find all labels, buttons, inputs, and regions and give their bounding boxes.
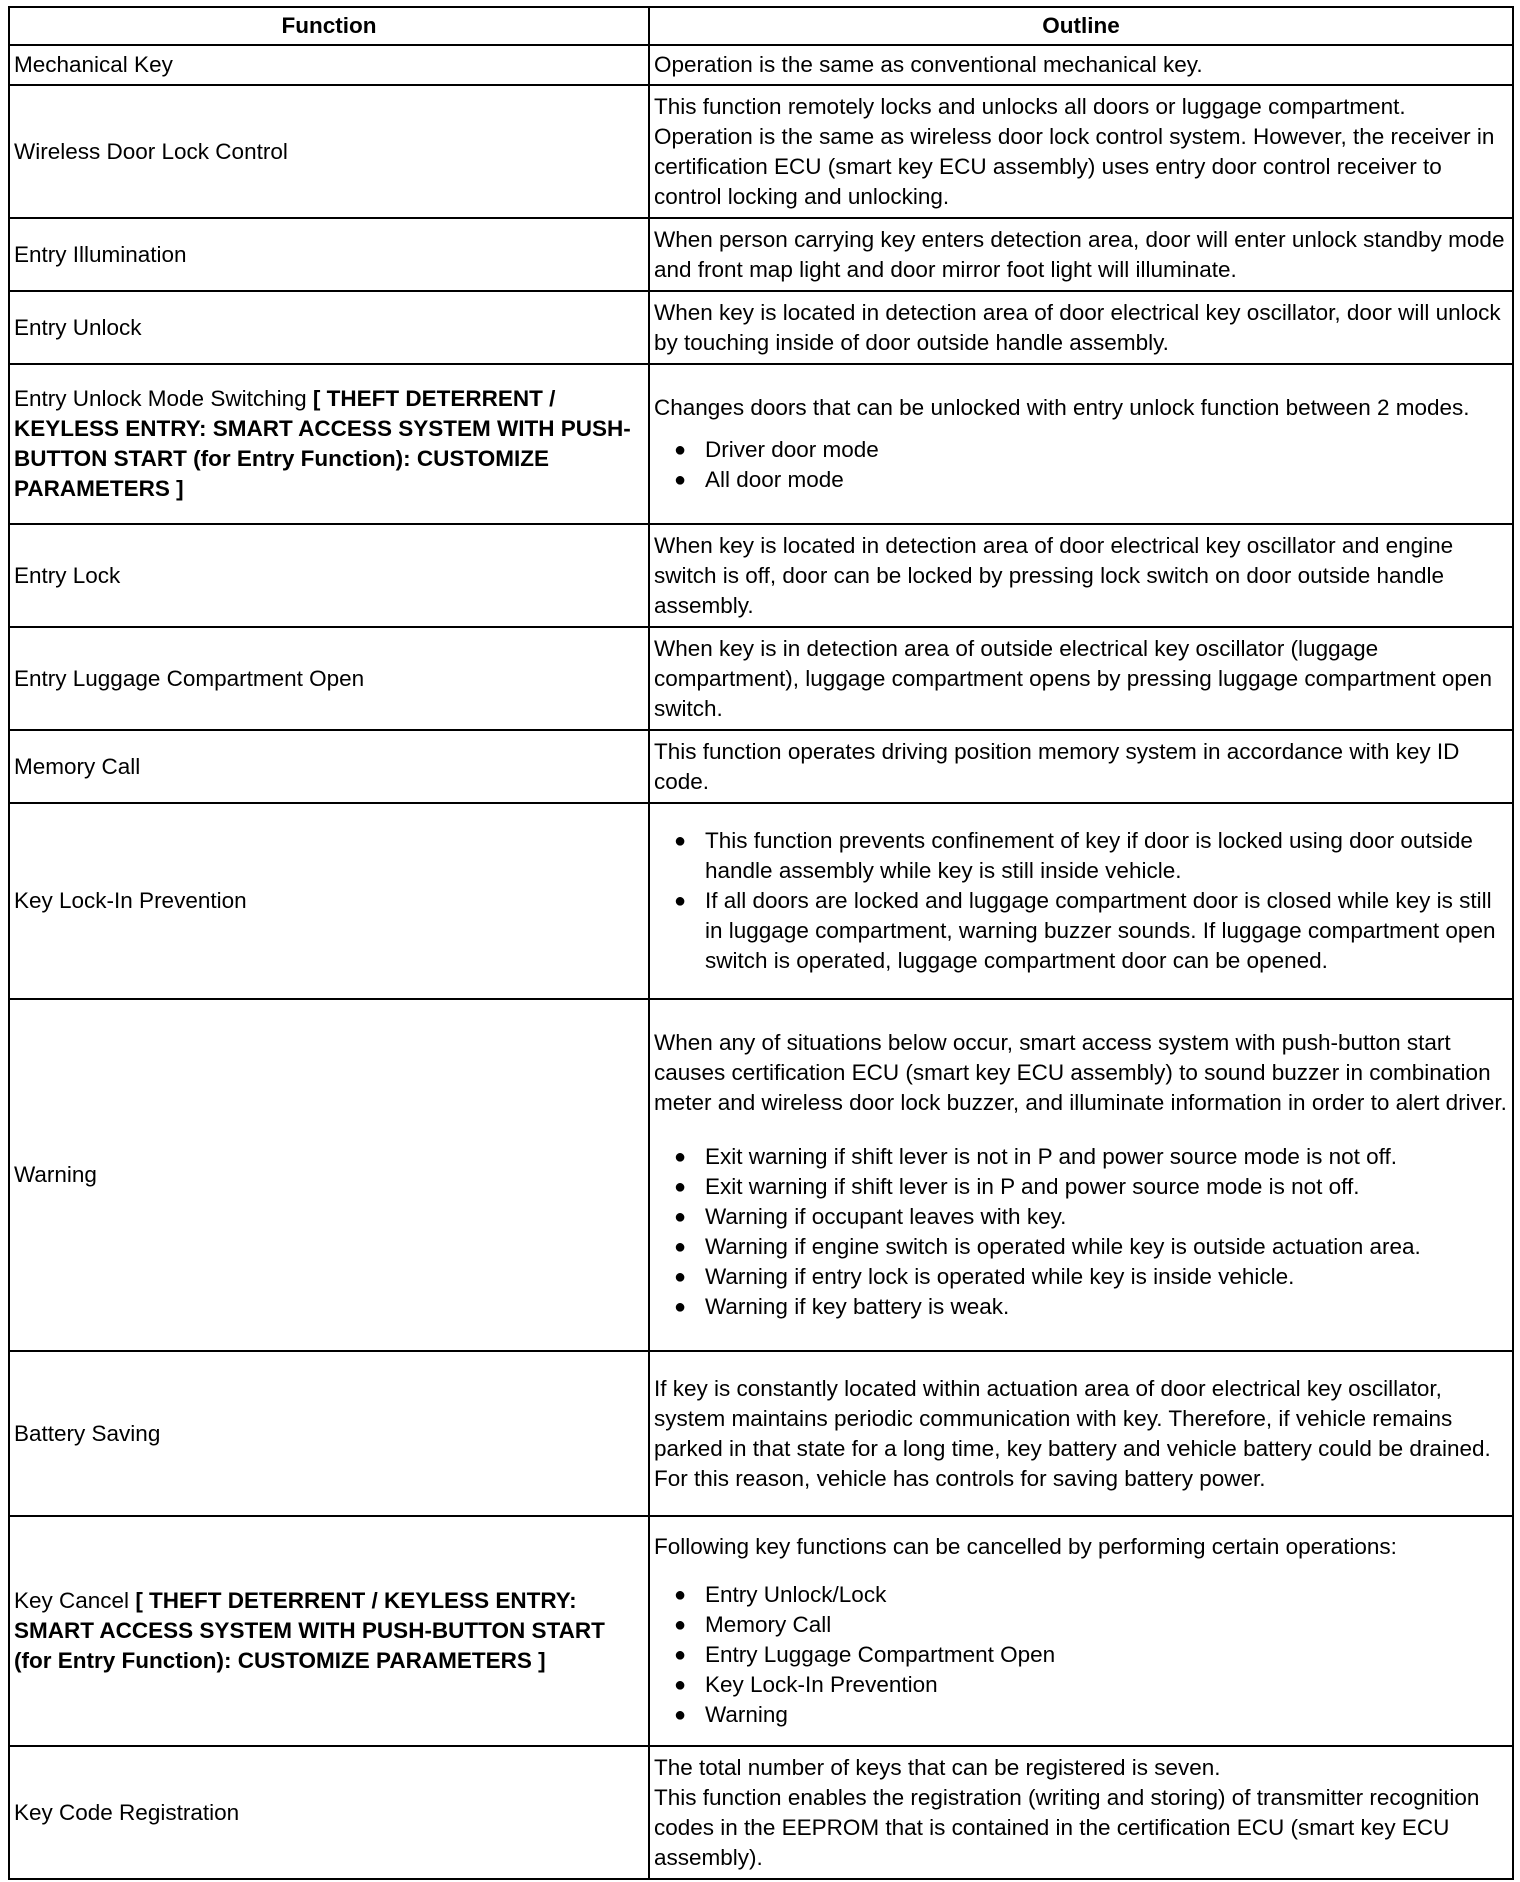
outline-cell: When key is located in detection area of door electrical key oscillator, door will unlock by touching inside of door outside handle assembly. xyxy=(649,291,1513,364)
function-cell: Warning xyxy=(9,999,649,1351)
outline-text: If key is constantly located within actuation area of door electrical key oscillator, system maintains periodic communication with key. Therefore, if vehicle remains parked in that state for a long time, key battery and vehicle battery could be drained. xyxy=(654,1375,1491,1461)
bullet-list xyxy=(654,1142,1508,1322)
customize-parameters-link[interactable]: [ THEFT DETERRENT / KEYLESS ENTRY: SMART ACCESS SYSTEM WITH PUSH-BUTTON START (for Entry Function): CUSTOMIZE PARAMETERS ] xyxy=(14,1588,605,1673)
outline-cell xyxy=(649,803,1513,999)
function-cell: Battery Saving xyxy=(9,1351,649,1516)
list-item: ● Memory Call xyxy=(674,1610,1508,1640)
function-label: Key Cancel xyxy=(14,1588,136,1613)
list-item: ● All door mode xyxy=(674,465,1508,495)
table-row xyxy=(9,291,1513,364)
outline-text: Following key functions can be cancelled by performing certain operations: xyxy=(654,1534,1397,1559)
table-row xyxy=(9,627,1513,730)
list-item: ● Exit warning if shift lever is in P and power source mode is not off. xyxy=(674,1172,1508,1202)
list-item: ● Exit warning if shift lever is not in P and power source mode is not off. xyxy=(674,1142,1508,1172)
function-cell: Wireless Door Lock Control xyxy=(9,85,649,218)
list-item: ● If all doors are locked and luggage compartment door is closed while key is still in luggage compartment, warning buzzer sounds. If luggage compartment open switch is operated, luggage compartment door can be opened. xyxy=(674,886,1508,976)
function-cell: Key Code Registration xyxy=(9,1746,649,1879)
function-cell xyxy=(9,364,649,524)
function-cell: Memory Call xyxy=(9,730,649,803)
function-cell: Entry Lock xyxy=(9,524,649,627)
outline-cell: This function remotely locks and unlocks all doors or luggage compartment. Operation is the same as wireless door lock control system. However, the receiver in certification ECU (smart key ECU assembly) uses entry door control receiver to control locking and unlocking. xyxy=(649,85,1513,218)
outline-text: For this reason, vehicle has controls for saving battery power. xyxy=(654,1465,1266,1491)
outline-cell xyxy=(649,999,1513,1351)
outline-text: When any of situations below occur, smart access system with push-button start causes certification ECU (smart key ECU assembly) to sound buzzer in combination meter and wireless door lock buzzer, and illuminate information in order to alert driver. xyxy=(654,1030,1507,1115)
function-cell xyxy=(9,1516,649,1746)
function-label: Entry Unlock Mode Switching xyxy=(14,386,313,411)
table-row xyxy=(9,524,1513,627)
list-item: ● Entry Luggage Compartment Open xyxy=(674,1640,1508,1670)
list-item: ● Entry Unlock/Lock xyxy=(674,1580,1508,1610)
function-outline-table xyxy=(8,6,1514,1880)
table-row xyxy=(9,45,1513,85)
bullet-list xyxy=(654,1580,1508,1730)
list-item: ● Key Lock-In Prevention xyxy=(674,1670,1508,1700)
outline-cell: When key is located in detection area of door electrical key oscillator and engine switch is off, door can be locked by pressing lock switch on door outside handle assembly. xyxy=(649,524,1513,627)
table-row xyxy=(9,1516,1513,1746)
table-header-row xyxy=(9,7,1513,45)
table-row xyxy=(9,85,1513,218)
customize-parameters-link[interactable]: [ THEFT DETERRENT / KEYLESS ENTRY: SMART ACCESS SYSTEM WITH PUSH-BUTTON START (for Entry Function): CUSTOMIZE PARAMETERS ] xyxy=(14,386,631,501)
list-item: ● This function prevents confinement of key if door is locked using door outside handle assembly while key is still inside vehicle. xyxy=(674,826,1508,886)
table-row xyxy=(9,730,1513,803)
function-cell: Mechanical Key xyxy=(9,45,649,85)
list-item: ● Warning if occupant leaves with key. xyxy=(674,1202,1508,1232)
outline-cell xyxy=(649,1351,1513,1516)
outline-cell: This function operates driving position memory system in accordance with key ID code. xyxy=(649,730,1513,803)
outline-cell xyxy=(649,1516,1513,1746)
list-item: ● Warning if entry lock is operated while key is inside vehicle. xyxy=(674,1262,1508,1292)
outline-cell xyxy=(649,364,1513,524)
table-row xyxy=(9,1351,1513,1516)
header-function: Function xyxy=(9,7,649,45)
function-cell: Entry Unlock xyxy=(9,291,649,364)
list-item: ● Driver door mode xyxy=(674,435,1508,465)
table-row xyxy=(9,218,1513,291)
outline-cell xyxy=(649,1746,1513,1879)
function-cell: Entry Illumination xyxy=(9,218,649,291)
function-cell: Key Lock-In Prevention xyxy=(9,803,649,999)
list-item: ● Warning xyxy=(674,1700,1508,1730)
table-row xyxy=(9,1746,1513,1879)
list-item: ● Warning if key battery is weak. xyxy=(674,1292,1508,1322)
bullet-list xyxy=(654,435,1508,495)
header-outline: Outline xyxy=(649,7,1513,45)
outline-text: This function enables the registration (writing and storing) of transmitter recognition codes in the EEPROM that is contained in the certification ECU (smart key ECU assembly). xyxy=(654,1784,1480,1870)
outline-text: Changes doors that can be unlocked with entry unlock function between 2 modes. xyxy=(654,395,1470,420)
outline-cell: Operation is the same as conventional mechanical key. xyxy=(649,45,1513,85)
outline-cell: When key is in detection area of outside electrical key oscillator (luggage compartment), luggage compartment opens by pressing luggage compartment open switch. xyxy=(649,627,1513,730)
bullet-list xyxy=(654,826,1508,976)
list-item: ● Warning if engine switch is operated while key is outside actuation area. xyxy=(674,1232,1508,1262)
function-cell: Entry Luggage Compartment Open xyxy=(9,627,649,730)
table-row xyxy=(9,364,1513,524)
outline-text: The total number of keys that can be registered is seven. xyxy=(654,1754,1221,1780)
outline-cell: When person carrying key enters detection area, door will enter unlock standby mode and front map light and door mirror foot light will illuminate. xyxy=(649,218,1513,291)
table-row xyxy=(9,803,1513,999)
table-row xyxy=(9,999,1513,1351)
